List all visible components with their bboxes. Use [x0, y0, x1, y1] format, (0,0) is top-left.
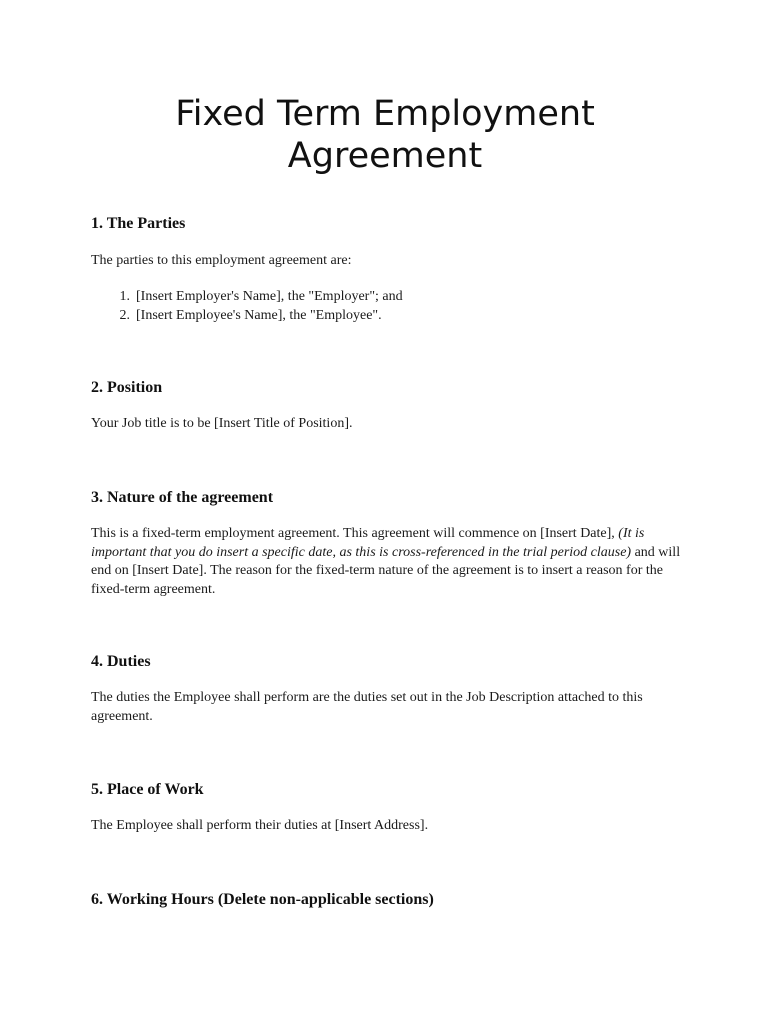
section-heading-parties: 1. The Parties — [91, 215, 186, 232]
document-title-line-2: Agreement — [287, 136, 483, 176]
document-title-line-1: Fixed Term Employment — [175, 94, 595, 134]
list-item-number: 2. — [119, 308, 130, 323]
section-duties-body: The duties the Employee shall perform are the duties set out in the Job Description attached to this agreement. — [91, 690, 643, 724]
section-heading-place-of-work: 5. Place of Work — [91, 781, 204, 798]
nature-body-text-2: and will end on [Insert Date]. The reason for the fixed-term nature of the agreement is to insert a reason for the fixed-term agreement. — [91, 544, 681, 597]
nature-body-italic-note: (It is important that you do insert a specific date, as this is cross-referenced in the trial period clause) — [91, 526, 645, 560]
list-item-number: 1. — [119, 289, 130, 304]
list-item-text: [Insert Employee's Name], the "Employee". — [136, 308, 382, 323]
section-place-of-work-body: The Employee shall perform their duties at [Insert Address]. — [91, 818, 429, 833]
document-title — [0, 93, 770, 177]
section-parties-intro: The parties to this employment agreement are: — [91, 253, 352, 268]
nature-body-text-1: This is a fixed-term employment agreement. This agreement will commence on [Insert Date], — [91, 526, 619, 541]
section-heading-position: 2. Position — [91, 379, 163, 396]
section-heading-working-hours: 6. Working Hours (Delete non-applicable sections) — [91, 891, 434, 908]
section-nature-body — [91, 525, 686, 599]
list-item-text: [Insert Employer's Name], the "Employer"; and — [136, 289, 403, 304]
section-heading-nature: 3. Nature of the agreement — [91, 489, 274, 506]
parties-list — [91, 287, 403, 325]
section-position-body: Your Job title is to be [Insert Title of Position]. — [91, 416, 353, 431]
list-item — [91, 306, 403, 325]
section-heading-duties: 4. Duties — [91, 653, 151, 670]
list-item — [91, 287, 403, 306]
